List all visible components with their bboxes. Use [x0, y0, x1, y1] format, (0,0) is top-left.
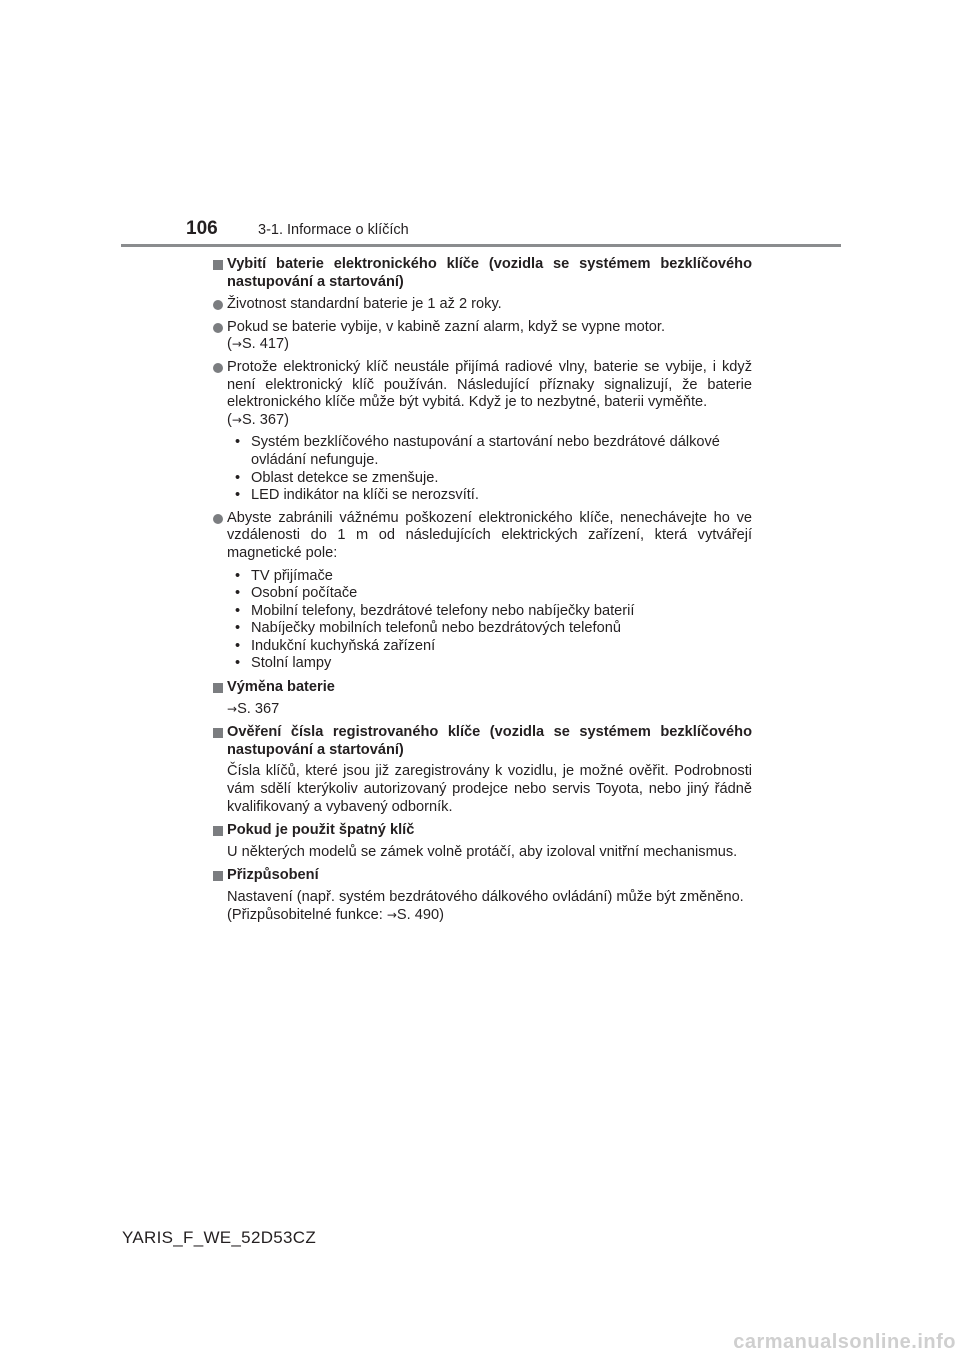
- square-bullet-icon: [213, 728, 223, 738]
- sub-list-item: [235, 487, 752, 505]
- section-heading-text: Ověření čísla registrovaného klíče (vozidla se systémem bezklíčového nastupování a startování): [227, 724, 752, 758]
- sub-list-item: [235, 620, 752, 638]
- sub-list-item: [235, 655, 752, 673]
- square-bullet-icon: [213, 826, 223, 836]
- document-code: YARIS_F_WE_52D53CZ: [122, 1228, 317, 1247]
- manual-content: [210, 256, 752, 930]
- dot-bullet: •: [235, 469, 241, 486]
- section-heading: [210, 724, 752, 759]
- section-heading: [210, 822, 752, 840]
- header-rule: [121, 244, 841, 247]
- dot-bullet: •: [235, 637, 241, 654]
- dot-bullet: •: [235, 585, 241, 602]
- round-bullet-icon: [213, 363, 223, 373]
- section-heading: [210, 867, 752, 885]
- sub-list-item-text: LED indikátor na klíči se nerozsvítí.: [251, 487, 479, 504]
- arrow-icon: →: [227, 701, 238, 716]
- section-body-text: (Přizpůsobitelné funkce:: [227, 906, 387, 923]
- section-battery-depletion: [210, 256, 752, 673]
- sub-list: [210, 434, 752, 504]
- closing-paren: ): [439, 906, 444, 923]
- arrow-icon: →: [231, 412, 242, 427]
- section-body: U některých modelů se zámek volně protáčí, aby izoloval vnitřní mechanismus.: [227, 843, 738, 860]
- sub-list-item: [235, 568, 752, 586]
- section-battery-replacement: [210, 679, 752, 718]
- section-heading-text: Pokud je použit špatný klíč: [227, 822, 415, 839]
- dot-bullet: •: [235, 567, 241, 584]
- sub-list-item-text: Stolní lampy: [251, 655, 332, 672]
- dot-bullet: •: [235, 487, 241, 504]
- section-heading-text: Vybití baterie elektronického klíče (vozidla se systémem bezklíčového nastupování a startování): [227, 256, 752, 290]
- watermark: carmanualsonline.info: [733, 1331, 956, 1353]
- list-item-body: Protože elektronický klíč neustále přijímá radiové vlny, baterie se vybije, i když není elektronický klíč používán. Následující příznaky signalizují, že baterie elektronického klíče může být vybitá. Když je to nezbytné, baterii vyměňte. (→S. 367): [227, 358, 752, 428]
- sub-list-item-text: Nabíječky mobilních telefonů nebo bezdrátových telefonů: [251, 620, 621, 637]
- section-wrong-key: [210, 822, 752, 861]
- section-customization: [210, 867, 752, 924]
- page-reference[interactable]: S. 367: [237, 700, 280, 717]
- arrow-icon: →: [386, 907, 397, 922]
- sub-list-item: [235, 585, 752, 603]
- round-bullet-icon: [213, 323, 223, 333]
- list-item-text: Pokud se baterie vybije, v kabině zazní alarm, když se vypne motor.: [227, 318, 666, 335]
- round-bullet-icon: [213, 514, 223, 524]
- page-number: 106: [186, 218, 218, 239]
- sub-list-item-text: TV přijímače: [251, 567, 333, 584]
- list-item: [210, 296, 752, 314]
- list-item-text: Abyste zabránili vážnému poškození elektronického klíče, nenechávejte ho ve vzdálenosti do 1 m od následujících elektrických zařízení, která vytvářejí magnetické pole:: [227, 509, 752, 561]
- page-reference[interactable]: S. 367: [241, 411, 285, 428]
- square-bullet-icon: [213, 871, 223, 881]
- sub-list: [210, 568, 752, 674]
- sub-list-item-text: Osobní počítače: [251, 585, 358, 602]
- section-body: [210, 701, 752, 719]
- sub-list-item: [235, 603, 752, 621]
- section-body: [210, 889, 752, 924]
- dot-bullet: •: [235, 655, 241, 672]
- square-bullet-icon: [213, 260, 223, 270]
- section-heading-text: Výměna baterie: [227, 679, 335, 696]
- list-item: [210, 359, 752, 429]
- section-heading: [210, 679, 752, 697]
- section-heading-text: Přizpůsobení: [227, 867, 319, 884]
- arrow-icon: →: [231, 337, 242, 352]
- dot-bullet: •: [235, 620, 241, 637]
- sub-list-item: [235, 470, 752, 488]
- sub-list-item-text: Systém bezklíčového nastupování a startování nebo bezdrátové dálkové ovládání nefunguje.: [251, 434, 720, 468]
- section-title: 3-1. Informace o klíčích: [258, 222, 409, 238]
- section-body: Čísla klíčů, které jsou již zaregistrovány k vozidlu, je možné ověřit. Podrobnosti vám sdělí kterýkoliv autorizovaný prodejce nebo servis Toyota, nebo jiný řádně kvalifikovaný a vybavený odborník.: [227, 763, 752, 815]
- sub-list-item-text: Mobilní telefony, bezdrátové telefony nebo nabíječky baterií: [251, 602, 635, 619]
- section-heading: [210, 256, 752, 291]
- sub-list-item: [235, 434, 752, 469]
- sub-list-item-text: Oblast detekce se zmenšuje.: [251, 469, 439, 486]
- dot-bullet: •: [235, 602, 241, 619]
- dot-bullet: •: [235, 434, 241, 451]
- section-body-text: Nastavení (např. systém bezdrátového dálkového ovládání) může být změněno.: [227, 889, 744, 905]
- list-item-body: Pokud se baterie vybije, v kabině zazní alarm, když se vypne motor. (→S. 417): [227, 318, 666, 353]
- list-item: [210, 319, 752, 354]
- page-reference[interactable]: S. 417: [241, 336, 285, 353]
- list-item-text: Protože elektronický klíč neustále přijímá radiové vlny, baterie se vybije, i když není elektronický klíč používán. Následující příznaky signalizují, že baterie elektronického klíče může být vybitá. Když je to nezbytné, baterii vyměňte.: [227, 358, 752, 411]
- round-bullet-icon: [213, 300, 223, 310]
- sub-list-item: [235, 638, 752, 656]
- sub-list-item-text: Indukční kuchyňská zařízení: [251, 637, 436, 654]
- list-item-text: Životnost standardní baterie je 1 až 2 roky.: [227, 296, 502, 313]
- square-bullet-icon: [213, 683, 223, 693]
- section-key-number-check: [210, 724, 752, 816]
- page-reference[interactable]: S. 490: [396, 906, 440, 923]
- list-item: [210, 510, 752, 563]
